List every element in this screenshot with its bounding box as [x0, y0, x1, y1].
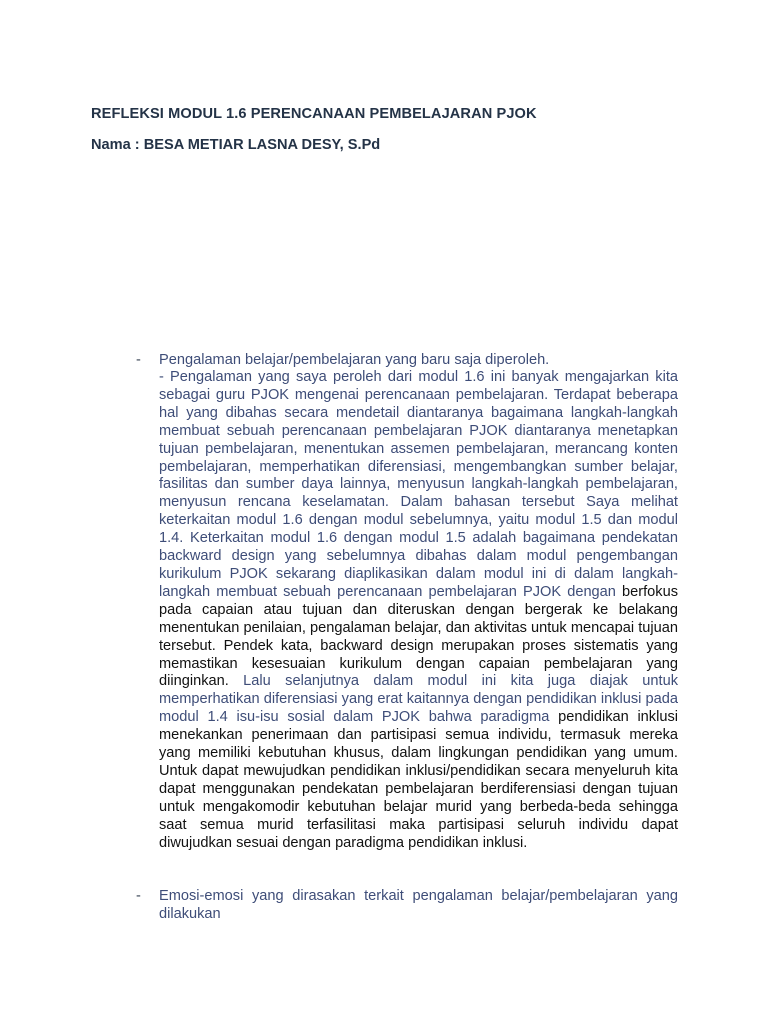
section-heading: Pengalaman belajar/pembelajaran yang baru saja diperoleh.	[159, 352, 550, 368]
author-name-line: Nama : BESA METIAR LASNA DESY, S.Pd	[91, 137, 381, 153]
body-text-run: - Pengalaman yang saya peroleh dari modul 1.6 ini banyak mengajarkan kita sebagai guru PJOK mengenai perencanaan pembelajaran. Terdapat beberapa hal yang dibahas secara mendetail diantaranya bagaimana langkah-langkah membuat sebuah perencanaan pembelajaran PJOK diantaranya menetapkan tujuan pembelajaran, menentukan assemen pembelajaran, merancang konten pembelajaran, memperhatikan diferensiasi, mengembangkan sumber belajar, fasilitas dan sumber daya lainnya, menyusun langkah-langkah pembelajaran, menyusun rencana keselamatan. Dalam bahasan tersebut Saya melihat keterkaitan modul 1.6 dengan modul sebelumnya, yaitu modul 1.5 dan modul 1.4. Keterkaitan modul 1.6 dengan modul 1.5 adalah bagaimana pendekatan backward design yang sebelumnya dibahas dalam modul pengembangan kurikulum PJOK sekarang diaplikasikan dalam modul ini di dalam langkah-langkah membuat sebuah perencanaan pembelajaran PJOK dengan	[159, 369, 678, 600]
bullet-dash: -	[136, 352, 141, 368]
body-text-run: pendidikan inklusi menekankan penerimaan dan partisipasi semua individu, termasuk mereka yang memiliki kebutuhan khusus, dalam lingkungan pendidikan yang umum. Untuk dapat mewujudkan pendidikan inklusi/pendidikan secara menyeluruh kita dapat menggunakan pendekatan pembelajaran berdiferensiasi dengan tujuan untuk mengakomodir kebutuhan belajar murid yang berbeda-beda sehingga saat semua murid terfasilitasi maka partisipasi seluruh individu dapat diwujudkan sesuai dengan paradigma pendidikan inklusi.	[159, 709, 678, 851]
bullet-dash: -	[136, 888, 141, 904]
body-text-run: Lalu selanjutnya dalam modul ini kita juga diajak untuk memperhatikan diferensiasi yang erat kaitannya dengan pendidikan inklusi pada modul 1.4 isu-isu sosial dalam PJOK bahwa paradigma	[159, 673, 678, 726]
body-text-run: berfokus pada capaian atau tujuan dan diteruskan dengan bergerak ke belakang menentukan penilaian, pengalaman belajar, dan aktivitas untuk mencapai tujuan tersebut. Pendek kata, backward design merupakan proses sistematis yang memastikan kesesuaian kurikulum dengan capaian pembelajaran yang diinginkan.	[159, 583, 678, 690]
document-title: REFLEKSI MODUL 1.6 PERENCANAAN PEMBELAJARAN PJOK	[91, 106, 537, 122]
section-body-paragraph	[159, 369, 678, 852]
section-heading: Emosi-emosi yang dirasakan terkait pengalaman belajar/pembelajaran yang dilakukan	[159, 888, 678, 922]
